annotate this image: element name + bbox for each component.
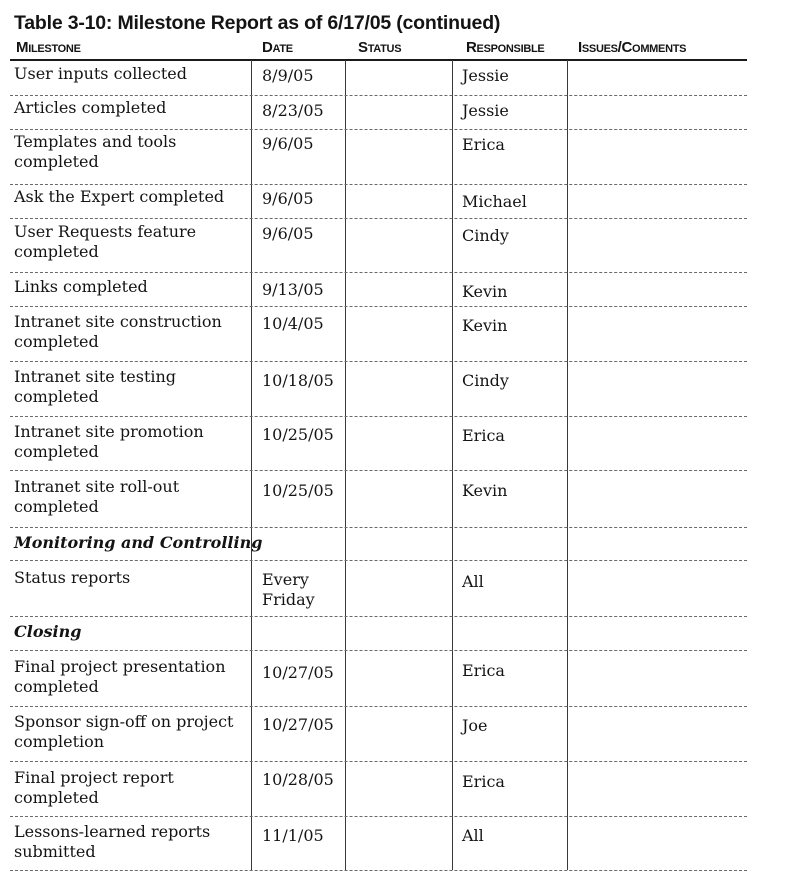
milestone-cell: Sponsor sign-off on project completion [14, 712, 234, 751]
milestone-cell: Final project report completed [14, 768, 174, 807]
date-cell: 10/27/05 [262, 715, 334, 734]
col-header-responsible: Responsible [466, 39, 545, 56]
responsible-cell: Cindy [462, 371, 509, 390]
date-cell: 8/23/05 [262, 101, 324, 120]
date-cell: 9/13/05 [262, 280, 324, 299]
milestone-cell: Articles completed [14, 98, 167, 117]
table-row [10, 272, 747, 307]
section-row [10, 616, 747, 651]
table-row [10, 650, 747, 707]
table-row [10, 816, 747, 871]
date-cell: 10/27/05 [262, 663, 334, 682]
responsible-cell: All [462, 572, 484, 591]
header-rule [10, 59, 747, 61]
responsible-cell: Erica [462, 426, 505, 445]
table-row [10, 62, 747, 96]
responsible-cell: Kevin [462, 481, 508, 500]
date-cell: 10/25/05 [262, 425, 334, 444]
section-row [10, 527, 747, 561]
milestone-cell: Lessons-learned reports submitted [14, 822, 211, 861]
responsible-cell: Erica [462, 661, 505, 680]
col-header-status: Status [358, 39, 402, 56]
date-cell: 10/28/05 [262, 770, 334, 789]
date-cell: 10/4/05 [262, 314, 324, 333]
col-header-issues: Issues/Comments [578, 39, 687, 56]
milestone-cell: Intranet site testing completed [14, 367, 177, 406]
col-header-milestone: Milestone [16, 39, 81, 56]
table-row [10, 416, 747, 471]
responsible-cell: Kevin [462, 316, 508, 335]
milestone-cell: Ask the Expert completed [14, 187, 225, 206]
date-cell: 10/25/05 [262, 481, 334, 500]
milestone-cell: Intranet site roll-out completed [14, 477, 180, 516]
date-cell: Every Friday [262, 570, 315, 609]
milestone-cell: Final project presentation completed [14, 657, 226, 696]
responsible-cell: Joe [462, 716, 488, 735]
responsible-cell: Kevin [462, 282, 508, 301]
table-row [10, 184, 747, 219]
section-label: Monitoring and Controlling [14, 533, 263, 552]
table-row [10, 95, 747, 130]
date-cell: 8/9/05 [262, 66, 314, 85]
responsible-cell: Erica [462, 135, 505, 154]
table-row [10, 470, 747, 528]
milestone-cell: Intranet site promotion completed [14, 422, 204, 461]
responsible-cell: Jessie [462, 66, 509, 85]
responsible-cell: Jessie [462, 101, 509, 120]
responsible-cell: Cindy [462, 226, 509, 245]
date-cell: 9/6/05 [262, 134, 314, 153]
date-cell: 10/18/05 [262, 371, 334, 390]
date-cell: 11/1/05 [262, 826, 324, 845]
table-row [10, 129, 747, 185]
col-header-date: Date [262, 39, 293, 56]
responsible-cell: Michael [462, 192, 527, 211]
milestone-cell: User inputs collected [14, 64, 187, 83]
milestone-cell: User Requests feature completed [14, 222, 197, 261]
table-row [10, 218, 747, 273]
table-title: Table 3-10: Milestone Report as of 6/17/05 (continued) [14, 12, 501, 34]
responsible-cell: All [462, 826, 484, 845]
date-cell: 9/6/05 [262, 224, 314, 243]
milestone-cell: Intranet site construction completed [14, 312, 222, 351]
section-label: Closing [14, 622, 82, 641]
table-row [10, 361, 747, 417]
date-cell: 9/6/05 [262, 189, 314, 208]
responsible-cell: Erica [462, 772, 505, 791]
milestone-cell: Links completed [14, 277, 148, 296]
milestone-cell: Templates and tools completed [14, 132, 177, 171]
table-row [10, 706, 747, 762]
table-row [10, 761, 747, 817]
table-row [10, 560, 747, 617]
table-row [10, 306, 747, 362]
milestone-cell: Status reports [14, 568, 131, 587]
